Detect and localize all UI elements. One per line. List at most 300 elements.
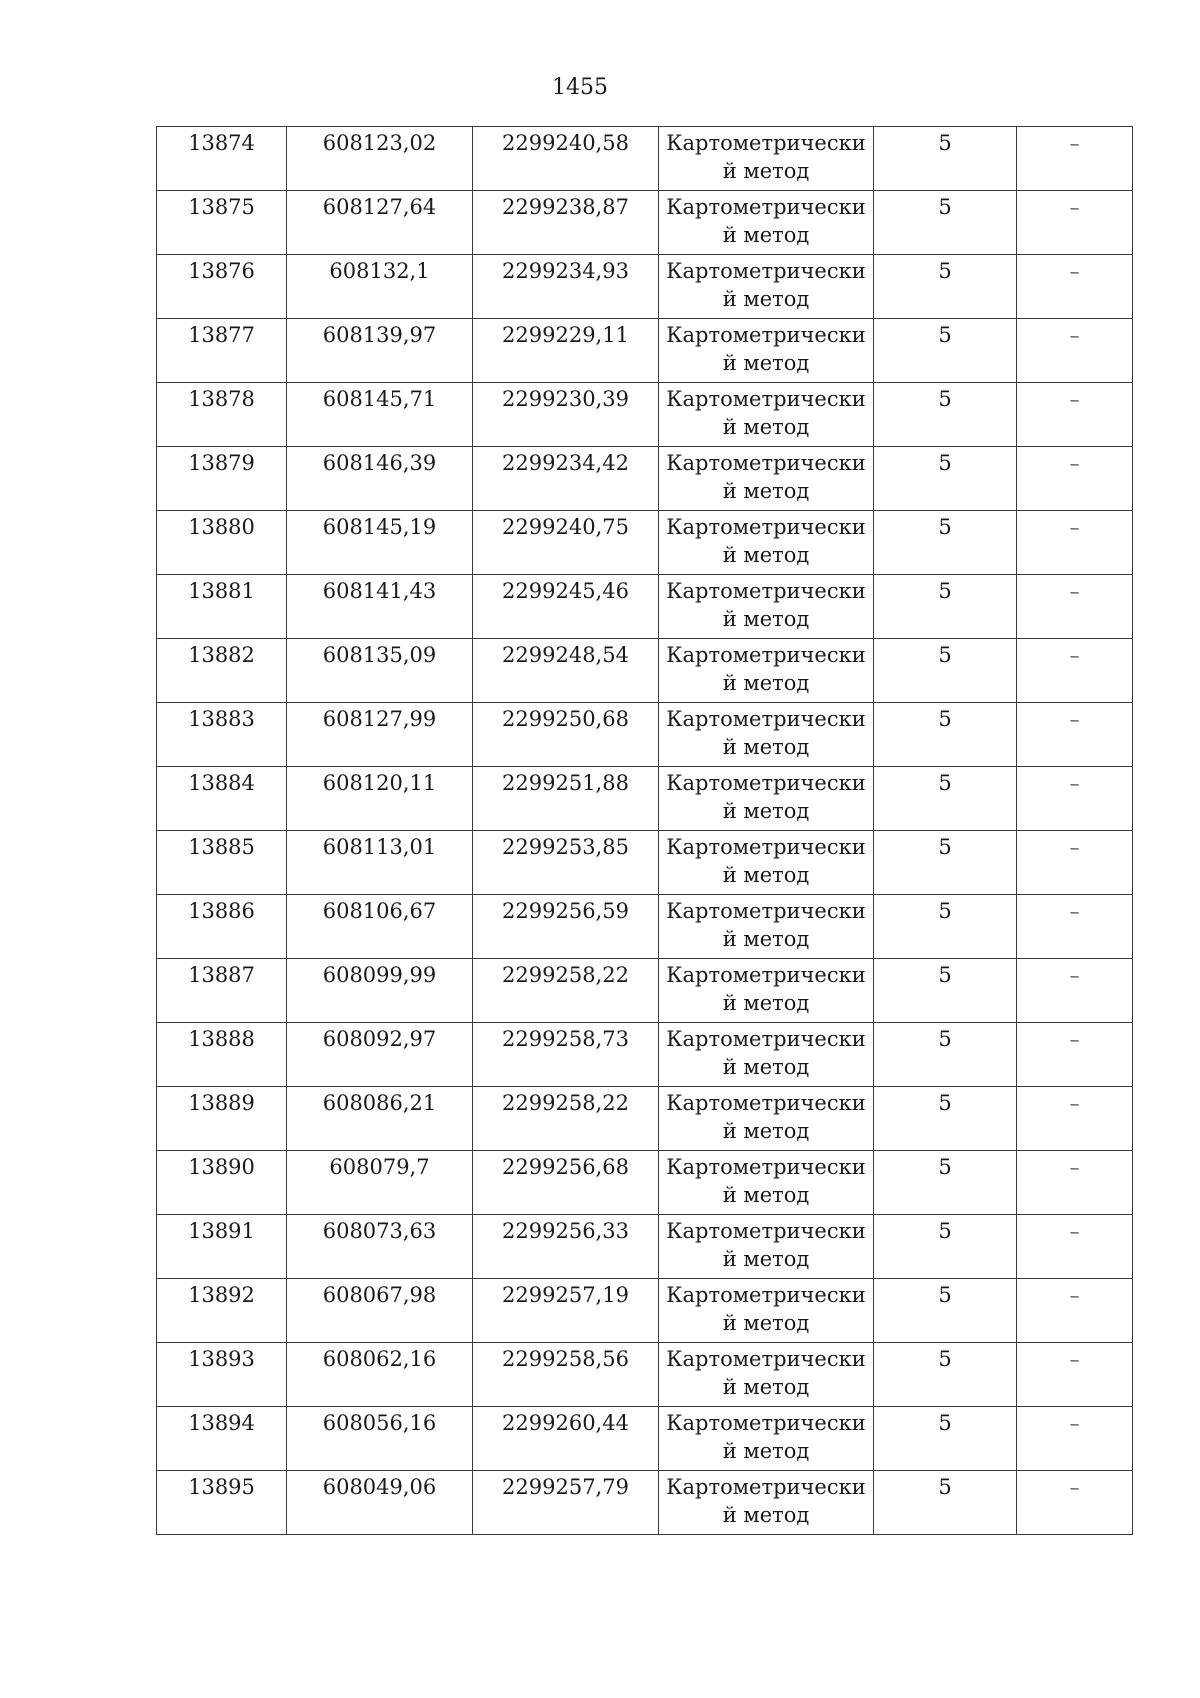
method-text-line-1: Картометрически [666, 1027, 866, 1051]
method-text-line-2: й метод [722, 1439, 810, 1463]
point-number-text: 13879 [188, 451, 255, 475]
extra-cell [1017, 447, 1133, 511]
method-cell [659, 1151, 874, 1215]
y-coordinate-text: 2299253,85 [502, 835, 629, 859]
x-coordinate-text: 608099,99 [322, 963, 437, 987]
point-number-text: 13876 [188, 259, 255, 283]
extra-text: – [1069, 131, 1080, 155]
x-coordinate-cell [287, 895, 473, 959]
extra-text: – [1069, 643, 1080, 667]
method-text-line-1: Картометрически [666, 1219, 866, 1243]
extra-text: – [1069, 259, 1080, 283]
y-coordinate-cell [473, 575, 659, 639]
method-cell [659, 1279, 874, 1343]
x-coordinate-cell [287, 1407, 473, 1471]
y-coordinate-text: 2299258,22 [502, 963, 629, 987]
y-coordinate-text: 2299238,87 [502, 195, 629, 219]
method-text-line-2: й метод [722, 735, 810, 759]
extra-text: – [1069, 1283, 1080, 1307]
y-coordinate-cell [473, 1343, 659, 1407]
point-number-cell [157, 383, 287, 447]
accuracy-text: 5 [938, 1027, 952, 1051]
accuracy-text: 5 [938, 643, 952, 667]
accuracy-text: 5 [938, 1155, 952, 1179]
table-row [157, 1023, 1133, 1087]
extra-text: – [1069, 451, 1080, 475]
extra-cell [1017, 1023, 1133, 1087]
accuracy-text: 5 [938, 899, 952, 923]
point-number-text: 13880 [188, 515, 255, 539]
point-number-text: 13892 [188, 1283, 255, 1307]
method-cell [659, 1215, 874, 1279]
coordinates-table [156, 126, 1133, 1535]
accuracy-cell [874, 1343, 1017, 1407]
point-number-text: 13893 [188, 1347, 255, 1371]
extra-cell [1017, 639, 1133, 703]
y-coordinate-cell [473, 639, 659, 703]
x-coordinate-text: 608079,7 [329, 1155, 430, 1179]
method-text-line-1: Картометрически [666, 1091, 866, 1115]
x-coordinate-cell [287, 1471, 473, 1535]
point-number-text: 13894 [188, 1411, 255, 1435]
method-text-line-1: Картометрически [666, 1411, 866, 1435]
extra-text: – [1069, 323, 1080, 347]
method-text-line-2: й метод [722, 799, 810, 823]
y-coordinate-cell [473, 383, 659, 447]
point-number-cell [157, 447, 287, 511]
point-number-cell [157, 1407, 287, 1471]
x-coordinate-cell [287, 1279, 473, 1343]
y-coordinate-cell [473, 191, 659, 255]
method-text-line-1: Картометрически [666, 643, 866, 667]
method-text-line-1: Картометрически [666, 1283, 866, 1307]
y-coordinate-cell [473, 1087, 659, 1151]
y-coordinate-text: 2299258,22 [502, 1091, 629, 1115]
accuracy-cell [874, 1279, 1017, 1343]
extra-cell [1017, 1471, 1133, 1535]
x-coordinate-text: 608067,98 [322, 1283, 437, 1307]
accuracy-cell [874, 1471, 1017, 1535]
x-coordinate-cell [287, 575, 473, 639]
method-text-line-1: Картометрически [666, 131, 866, 155]
extra-text: – [1069, 1027, 1080, 1051]
x-coordinate-text: 608127,64 [322, 195, 437, 219]
accuracy-text: 5 [938, 1091, 952, 1115]
point-number-cell [157, 319, 287, 383]
point-number-text: 13884 [188, 771, 255, 795]
accuracy-cell [874, 959, 1017, 1023]
extra-text: – [1069, 195, 1080, 219]
method-text-line-1: Картометрически [666, 707, 866, 731]
method-text-line-2: й метод [722, 351, 810, 375]
accuracy-text: 5 [938, 515, 952, 539]
x-coordinate-text: 608141,43 [322, 579, 437, 603]
extra-cell [1017, 575, 1133, 639]
y-coordinate-cell [473, 127, 659, 191]
x-coordinate-text: 608106,67 [322, 899, 437, 923]
method-text-line-2: й метод [722, 1247, 810, 1271]
y-coordinate-text: 2299258,73 [502, 1027, 629, 1051]
point-number-cell [157, 1471, 287, 1535]
method-cell [659, 191, 874, 255]
extra-cell [1017, 1407, 1133, 1471]
point-number-text: 13881 [188, 579, 255, 603]
accuracy-cell [874, 1087, 1017, 1151]
method-text-line-1: Картометрически [666, 1475, 866, 1499]
accuracy-text: 5 [938, 963, 952, 987]
accuracy-cell [874, 447, 1017, 511]
method-text-line-2: й метод [722, 991, 810, 1015]
accuracy-text: 5 [938, 835, 952, 859]
method-text-line-1: Картометрически [666, 387, 866, 411]
accuracy-cell [874, 127, 1017, 191]
x-coordinate-text: 608113,01 [322, 835, 437, 859]
point-number-cell [157, 1343, 287, 1407]
method-text-line-1: Картометрически [666, 1347, 866, 1371]
method-cell [659, 703, 874, 767]
y-coordinate-cell [473, 703, 659, 767]
extra-cell [1017, 1279, 1133, 1343]
method-cell [659, 447, 874, 511]
method-cell [659, 383, 874, 447]
method-text-line-1: Картометрически [666, 323, 866, 347]
accuracy-text: 5 [938, 771, 952, 795]
point-number-cell [157, 575, 287, 639]
point-number-text: 13874 [188, 131, 255, 155]
point-number-cell [157, 1215, 287, 1279]
method-text-line-2: й метод [722, 863, 810, 887]
point-number-cell [157, 511, 287, 575]
point-number-cell [157, 127, 287, 191]
x-coordinate-text: 608092,97 [322, 1027, 437, 1051]
accuracy-text: 5 [938, 451, 952, 475]
point-number-text: 13889 [188, 1091, 255, 1115]
extra-cell [1017, 1215, 1133, 1279]
method-text-line-2: й метод [722, 1503, 810, 1527]
method-cell [659, 127, 874, 191]
y-coordinate-cell [473, 319, 659, 383]
method-text-line-2: й метод [722, 1375, 810, 1399]
extra-text: – [1069, 387, 1080, 411]
y-coordinate-cell [473, 1407, 659, 1471]
table-row [157, 1471, 1133, 1535]
method-text-line-1: Картометрически [666, 835, 866, 859]
table-row [157, 575, 1133, 639]
point-number-cell [157, 959, 287, 1023]
method-text-line-2: й метод [722, 223, 810, 247]
accuracy-cell [874, 1215, 1017, 1279]
accuracy-cell [874, 1151, 1017, 1215]
method-cell [659, 959, 874, 1023]
extra-text: – [1069, 579, 1080, 603]
extra-text: – [1069, 835, 1080, 859]
method-text-line-1: Картометрически [666, 1155, 866, 1179]
extra-cell [1017, 255, 1133, 319]
method-cell [659, 575, 874, 639]
accuracy-text: 5 [938, 1283, 952, 1307]
extra-text: – [1069, 1091, 1080, 1115]
accuracy-cell [874, 1407, 1017, 1471]
x-coordinate-text: 608127,99 [322, 707, 437, 731]
extra-cell [1017, 703, 1133, 767]
extra-text: – [1069, 515, 1080, 539]
y-coordinate-cell [473, 767, 659, 831]
accuracy-cell [874, 1023, 1017, 1087]
x-coordinate-cell [287, 1151, 473, 1215]
accuracy-text: 5 [938, 579, 952, 603]
accuracy-cell [874, 639, 1017, 703]
extra-text: – [1069, 1155, 1080, 1179]
method-cell [659, 767, 874, 831]
y-coordinate-cell [473, 1279, 659, 1343]
table-row [157, 383, 1133, 447]
x-coordinate-text: 608145,71 [322, 387, 437, 411]
accuracy-text: 5 [938, 1219, 952, 1243]
method-cell [659, 1023, 874, 1087]
extra-cell [1017, 767, 1133, 831]
table-row [157, 1087, 1133, 1151]
method-cell [659, 1343, 874, 1407]
accuracy-cell [874, 383, 1017, 447]
point-number-text: 13887 [188, 963, 255, 987]
y-coordinate-text: 2299257,79 [502, 1475, 629, 1499]
extra-cell [1017, 319, 1133, 383]
x-coordinate-text: 608086,21 [322, 1091, 437, 1115]
accuracy-text: 5 [938, 707, 952, 731]
y-coordinate-text: 2299250,68 [502, 707, 629, 731]
x-coordinate-cell [287, 511, 473, 575]
accuracy-cell [874, 255, 1017, 319]
x-coordinate-cell [287, 191, 473, 255]
accuracy-text: 5 [938, 131, 952, 155]
accuracy-cell [874, 831, 1017, 895]
point-number-text: 13895 [188, 1475, 255, 1499]
point-number-cell [157, 895, 287, 959]
y-coordinate-cell [473, 511, 659, 575]
accuracy-text: 5 [938, 387, 952, 411]
y-coordinate-text: 2299257,19 [502, 1283, 629, 1307]
point-number-cell [157, 1087, 287, 1151]
x-coordinate-text: 608056,16 [322, 1411, 437, 1435]
method-text-line-1: Картометрически [666, 771, 866, 795]
extra-cell [1017, 831, 1133, 895]
method-text-line-2: й метод [722, 1119, 810, 1143]
extra-cell [1017, 1151, 1133, 1215]
method-text-line-1: Картометрически [666, 259, 866, 283]
y-coordinate-text: 2299256,59 [502, 899, 629, 923]
y-coordinate-text: 2299234,42 [502, 451, 629, 475]
method-cell [659, 1471, 874, 1535]
accuracy-text: 5 [938, 1411, 952, 1435]
x-coordinate-cell [287, 1343, 473, 1407]
method-text-line-1: Картометрически [666, 195, 866, 219]
x-coordinate-cell [287, 639, 473, 703]
extra-cell [1017, 959, 1133, 1023]
y-coordinate-text: 2299245,46 [502, 579, 629, 603]
extra-text: – [1069, 1347, 1080, 1371]
table-row [157, 959, 1133, 1023]
extra-text: – [1069, 1475, 1080, 1499]
y-coordinate-text: 2299234,93 [502, 259, 629, 283]
y-coordinate-cell [473, 895, 659, 959]
table-row [157, 1151, 1133, 1215]
method-cell [659, 255, 874, 319]
method-cell [659, 895, 874, 959]
page-number: 1455 [552, 75, 608, 100]
y-coordinate-text: 2299256,33 [502, 1219, 629, 1243]
point-number-text: 13882 [188, 643, 255, 667]
extra-text: – [1069, 1411, 1080, 1435]
point-number-cell [157, 703, 287, 767]
x-coordinate-cell [287, 1023, 473, 1087]
method-text-line-2: й метод [722, 1311, 810, 1335]
table-row [157, 831, 1133, 895]
table-row [157, 255, 1133, 319]
y-coordinate-cell [473, 447, 659, 511]
table-row [157, 1343, 1133, 1407]
x-coordinate-cell [287, 1087, 473, 1151]
y-coordinate-text: 2299240,58 [502, 131, 629, 155]
accuracy-cell [874, 319, 1017, 383]
table-row [157, 1215, 1133, 1279]
method-text-line-2: й метод [722, 1055, 810, 1079]
x-coordinate-text: 608123,02 [322, 131, 437, 155]
accuracy-text: 5 [938, 259, 952, 283]
y-coordinate-text: 2299251,88 [502, 771, 629, 795]
y-coordinate-cell [473, 1215, 659, 1279]
point-number-cell [157, 191, 287, 255]
method-cell [659, 319, 874, 383]
method-text-line-2: й метод [722, 671, 810, 695]
method-text-line-1: Картометрически [666, 579, 866, 603]
point-number-text: 13891 [188, 1219, 255, 1243]
table-row [157, 639, 1133, 703]
accuracy-cell [874, 191, 1017, 255]
y-coordinate-text: 2299248,54 [502, 643, 629, 667]
extra-cell [1017, 895, 1133, 959]
x-coordinate-cell [287, 383, 473, 447]
accuracy-cell [874, 511, 1017, 575]
method-text-line-1: Картометрически [666, 899, 866, 923]
point-number-cell [157, 1151, 287, 1215]
method-text-line-2: й метод [722, 927, 810, 951]
point-number-cell [157, 255, 287, 319]
x-coordinate-cell [287, 767, 473, 831]
x-coordinate-cell [287, 1215, 473, 1279]
point-number-text: 13890 [188, 1155, 255, 1179]
table-row [157, 1279, 1133, 1343]
method-text-line-2: й метод [722, 1183, 810, 1207]
x-coordinate-text: 608120,11 [322, 771, 437, 795]
x-coordinate-cell [287, 959, 473, 1023]
y-coordinate-cell [473, 1151, 659, 1215]
extra-cell [1017, 511, 1133, 575]
point-number-text: 13888 [188, 1027, 255, 1051]
accuracy-text: 5 [938, 323, 952, 347]
y-coordinate-cell [473, 959, 659, 1023]
table-row [157, 447, 1133, 511]
accuracy-cell [874, 575, 1017, 639]
point-number-text: 13877 [188, 323, 255, 347]
table-body [157, 127, 1133, 1535]
y-coordinate-text: 2299260,44 [502, 1411, 629, 1435]
extra-cell [1017, 1087, 1133, 1151]
table-row [157, 127, 1133, 191]
table-row [157, 1407, 1133, 1471]
table-row [157, 511, 1133, 575]
point-number-text: 13878 [188, 387, 255, 411]
extra-text: – [1069, 899, 1080, 923]
point-number-cell [157, 1023, 287, 1087]
accuracy-cell [874, 703, 1017, 767]
extra-cell [1017, 127, 1133, 191]
accuracy-cell [874, 895, 1017, 959]
method-text-line-2: й метод [722, 607, 810, 631]
extra-cell [1017, 1343, 1133, 1407]
x-coordinate-text: 608135,09 [322, 643, 437, 667]
method-text-line-2: й метод [722, 543, 810, 567]
point-number-text: 13885 [188, 835, 255, 859]
point-number-cell [157, 1279, 287, 1343]
x-coordinate-cell [287, 703, 473, 767]
method-text-line-2: й метод [722, 287, 810, 311]
extra-text: – [1069, 1219, 1080, 1243]
table-row [157, 319, 1133, 383]
y-coordinate-cell [473, 1471, 659, 1535]
accuracy-text: 5 [938, 195, 952, 219]
y-coordinate-cell [473, 255, 659, 319]
method-text-line-1: Картометрически [666, 515, 866, 539]
table-row [157, 767, 1133, 831]
accuracy-cell [874, 767, 1017, 831]
method-cell [659, 1407, 874, 1471]
x-coordinate-cell [287, 127, 473, 191]
x-coordinate-text: 608049,06 [322, 1475, 437, 1499]
method-text-line-1: Картометрически [666, 963, 866, 987]
y-coordinate-text: 2299230,39 [502, 387, 629, 411]
method-cell [659, 511, 874, 575]
y-coordinate-text: 2299256,68 [502, 1155, 629, 1179]
x-coordinate-cell [287, 447, 473, 511]
extra-text: – [1069, 707, 1080, 731]
x-coordinate-text: 608146,39 [322, 451, 437, 475]
table-row [157, 895, 1133, 959]
x-coordinate-text: 608145,19 [322, 515, 437, 539]
extra-text: – [1069, 963, 1080, 987]
accuracy-text: 5 [938, 1475, 952, 1499]
x-coordinate-text: 608062,16 [322, 1347, 437, 1371]
x-coordinate-cell [287, 831, 473, 895]
method-cell [659, 639, 874, 703]
point-number-cell [157, 831, 287, 895]
x-coordinate-cell [287, 255, 473, 319]
table-row [157, 703, 1133, 767]
y-coordinate-cell [473, 1023, 659, 1087]
point-number-cell [157, 767, 287, 831]
point-number-text: 13875 [188, 195, 255, 219]
extra-text: – [1069, 771, 1080, 795]
point-number-text: 13883 [188, 707, 255, 731]
x-coordinate-text: 608139,97 [322, 323, 437, 347]
method-cell [659, 1087, 874, 1151]
method-cell [659, 831, 874, 895]
method-text-line-2: й метод [722, 479, 810, 503]
point-number-text: 13886 [188, 899, 255, 923]
method-text-line-1: Картометрически [666, 451, 866, 475]
y-coordinate-text: 2299240,75 [502, 515, 629, 539]
extra-cell [1017, 383, 1133, 447]
method-text-line-2: й метод [722, 415, 810, 439]
